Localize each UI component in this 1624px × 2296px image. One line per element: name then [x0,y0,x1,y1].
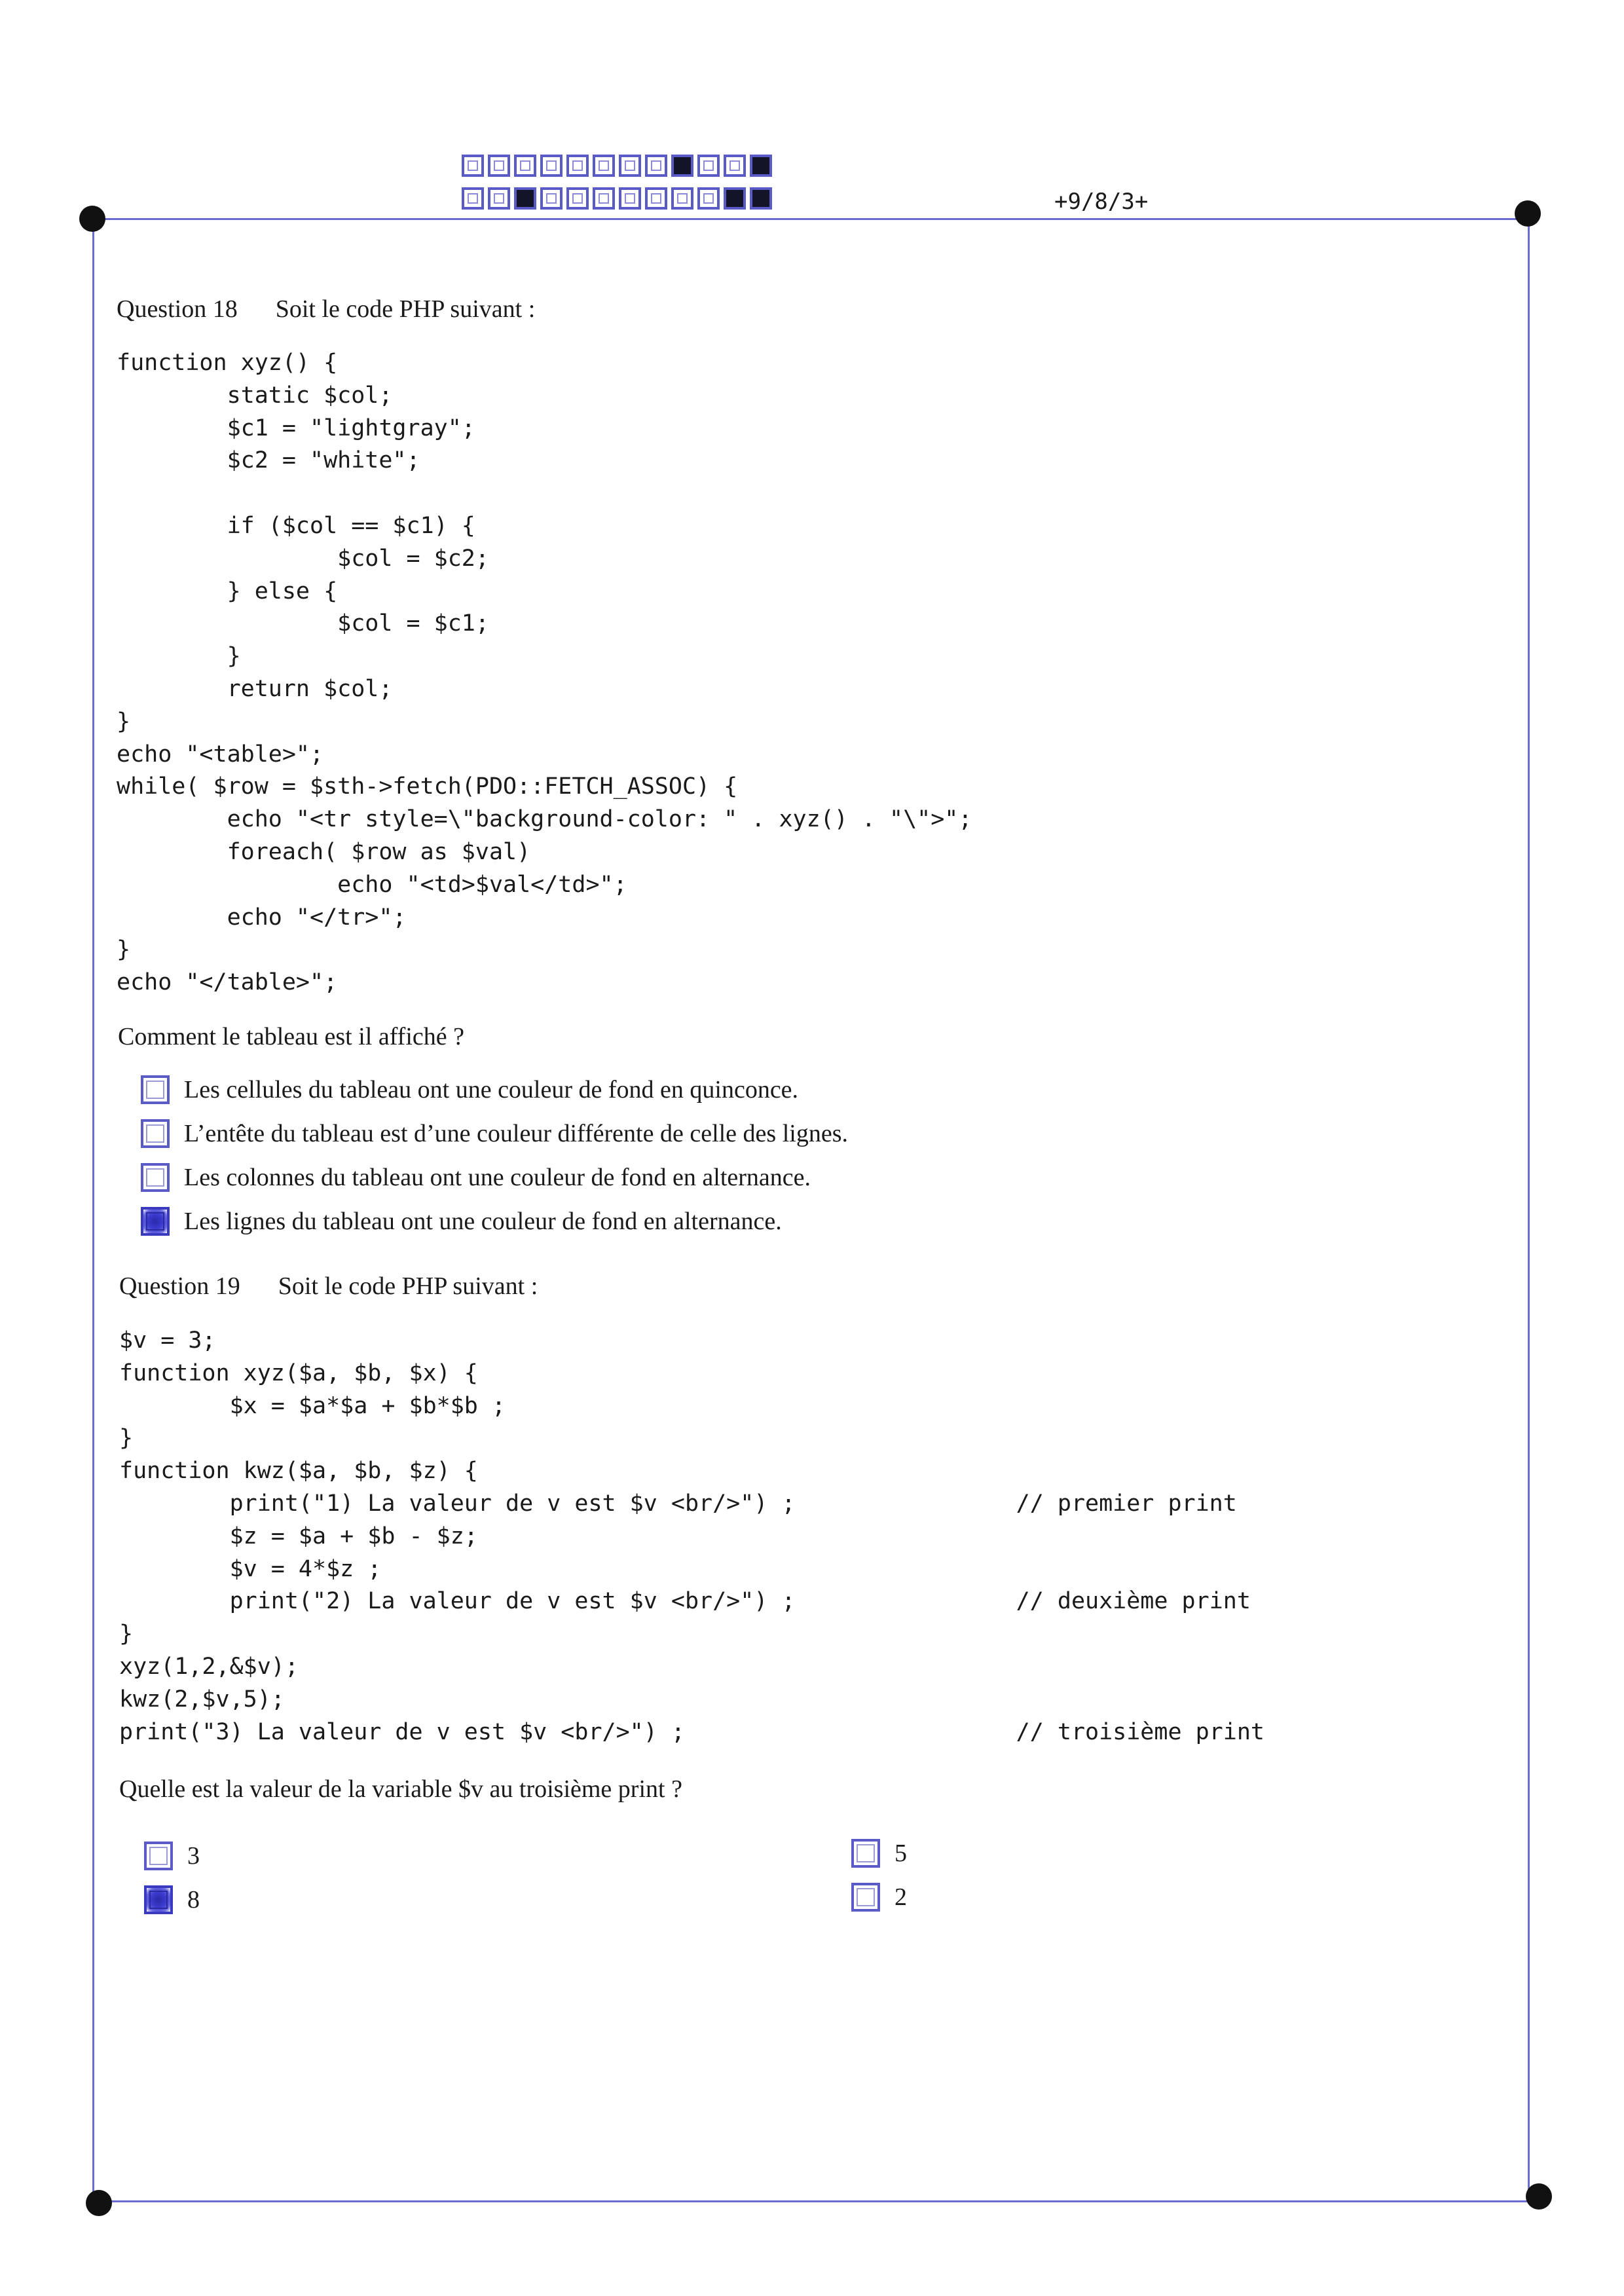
id-box [540,187,563,210]
q19-label: Question 19 [119,1272,240,1300]
id-box [645,155,667,177]
corner-mark-bottom-right [1526,2183,1552,2210]
id-box [593,187,615,210]
q19-choice-4-text: 2 [895,1883,907,1911]
frame-right-line [1528,218,1530,2202]
q18-choice-1[interactable] [141,1075,798,1104]
id-box [514,155,536,177]
q19-checkbox-2[interactable] [144,1885,173,1914]
corner-mark-bottom-left [86,2190,112,2216]
q18-code: function xyz() { static $col; $c1 = "lightgray"; $c2 = "white"; if ($col == $c1) { $col = $c2; } else { $col = $c1; } return $col; } echo "<table>"; while( $row = $sth->fetch(PDO::FETCH_ASSOC) { echo "<tr style=\"background-color: " . xyz() . "\">"; foreach( $row as $val) echo "<td>$val</td>"; echo "</tr>"; } echo "</table>"; [117,350,972,996]
q19-choice-4[interactable] [851,1883,907,1912]
q19-choice-3[interactable] [851,1839,907,1868]
id-box [750,155,772,177]
q18-choice-2[interactable] [141,1119,848,1148]
q19-choice-3-text: 5 [895,1840,907,1867]
corner-mark-top-left [79,206,105,232]
id-box [593,155,615,177]
id-box [462,187,484,210]
q19-choice-2-text: 8 [187,1886,200,1914]
id-box [462,155,484,177]
page-code: +9/8/3+ [1054,189,1149,215]
q18-checkbox-2[interactable] [141,1119,170,1148]
id-box [619,187,641,210]
q18-prompt: Comment le tableau est il affiché ? [118,1023,464,1050]
id-box [619,155,641,177]
id-box [566,155,589,177]
q19-intro: Soit le code PHP suivant : [278,1272,538,1300]
frame-bottom-line [98,2200,1539,2202]
id-box [566,187,589,210]
q18-checkbox-3[interactable] [141,1163,170,1192]
id-box [645,187,667,210]
corner-mark-top-right [1515,200,1541,227]
id-box [671,155,693,177]
id-box [750,187,772,210]
id-box [697,155,720,177]
q19-heading [119,1272,538,1301]
q18-checkbox-4[interactable] [141,1207,170,1236]
q18-label: Question 18 [117,295,238,323]
id-box [697,187,720,210]
id-box [488,155,510,177]
q19-prompt: Quelle est la valeur de la variable $v au troisième print ? [119,1775,682,1803]
id-box [540,155,563,177]
q18-choice-4[interactable] [141,1207,782,1236]
q19-checkbox-4[interactable] [851,1883,880,1912]
q18-intro: Soit le code PHP suivant : [275,295,536,323]
q19-checkbox-1[interactable] [144,1842,173,1870]
id-box [514,187,536,210]
q18-checkbox-1[interactable] [141,1075,170,1104]
frame-top-line [93,218,1528,220]
q19-choice-2[interactable] [144,1885,200,1914]
id-boxes-row-1 [462,155,776,177]
q18-choice-1-text: Les cellules du tableau ont une couleur de fond en quinconce. [184,1076,799,1103]
q19-choice-1[interactable] [144,1842,200,1870]
q19-code: $v = 3; function xyz($a, $b, $x) { $x = $a*$a + $b*$b ; } function kwz($a, $b, $z) { print("1) La valeur de v est $v <br/>") ; // premier print $z = $a + $b - $z; $v = 4*$z ; print("2) La valeur de v est $v <br/>") ; // deuxième print } xyz(1,2,&$v); kwz(2,$v,5); print("3) La valeur de v est $v <br/>") ; // troisième print [119,1327,1264,1745]
q19-checkbox-3[interactable] [851,1839,880,1868]
id-box [488,187,510,210]
q18-choice-3-text: Les colonnes du tableau ont une couleur de fond en alternance. [184,1164,811,1191]
q18-choice-3[interactable] [141,1163,811,1192]
id-box [724,155,746,177]
q18-choice-4-text: Les lignes du tableau ont une couleur de fond en alternance. [184,1208,782,1235]
q19-choice-1-text: 3 [187,1842,200,1870]
frame-left-line [92,218,94,2202]
id-box [671,187,693,210]
q18-heading [117,295,535,324]
id-box [724,187,746,210]
q18-choice-2-text: L’entête du tableau est d’une couleur différente de celle des lignes. [184,1120,848,1147]
id-boxes-row-2 [462,187,776,210]
